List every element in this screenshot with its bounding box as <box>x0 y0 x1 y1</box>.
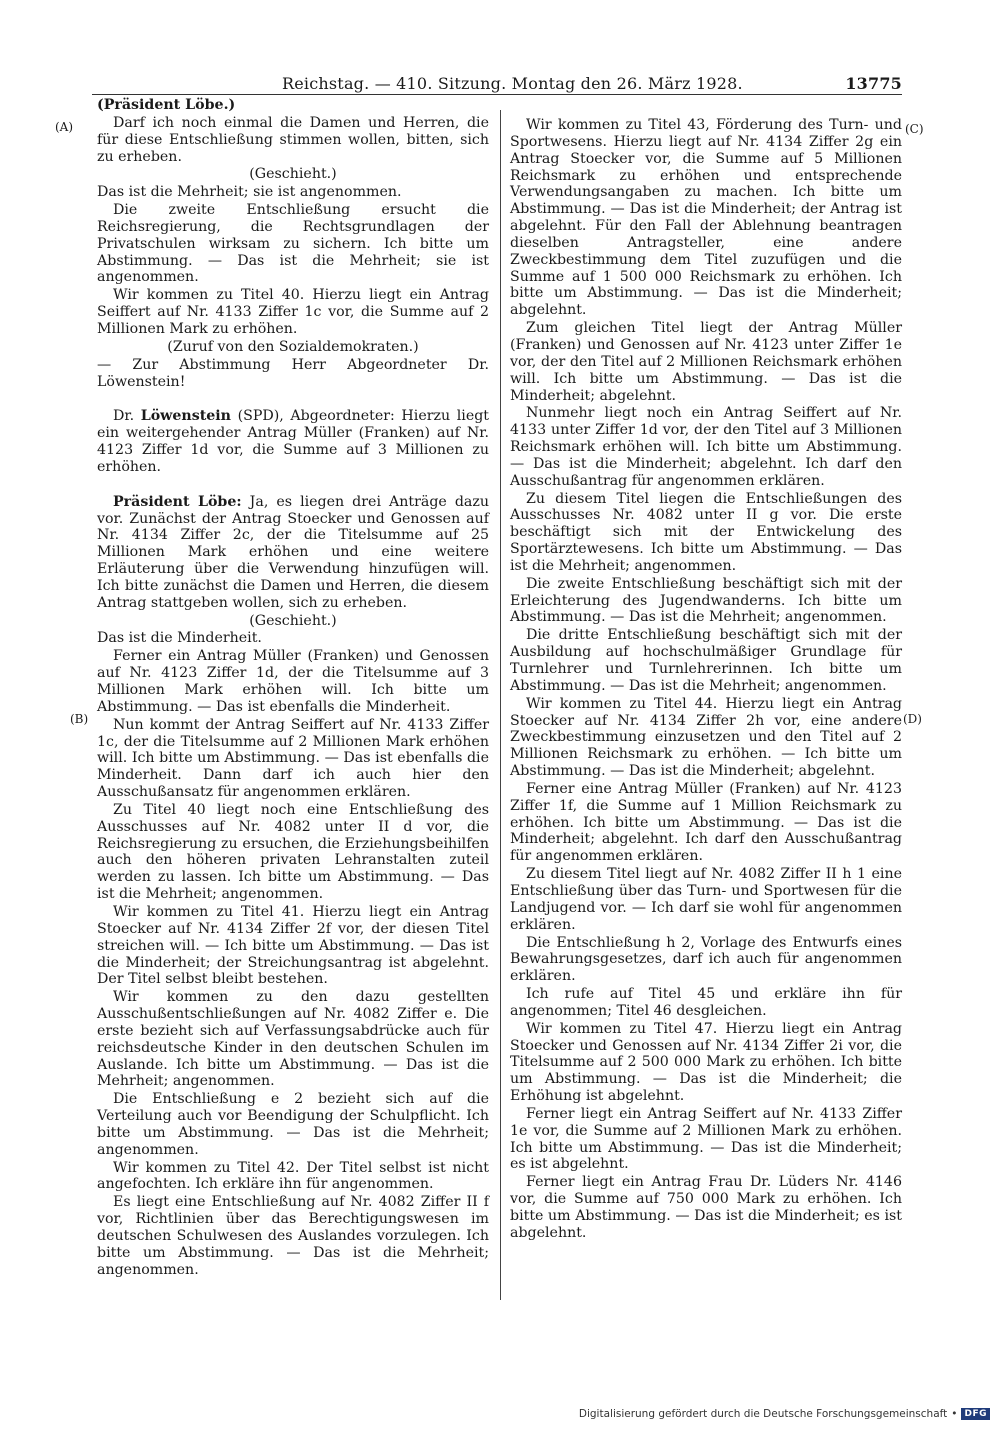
speaker-heading: (Präsident Löbe.) <box>97 97 236 113</box>
paragraph: Ferner liegt ein Antrag Frau Dr. Lüders Nr. 4146 vor, die Summe auf 750 000 Mark zu erhöhen. Ich bitte um Abstimmung. — Das ist die Minderheit; es ist abgelehnt. <box>510 1174 902 1241</box>
margin-mark-c: (C) <box>905 122 924 136</box>
margin-mark-b: (B) <box>70 712 89 726</box>
digitization-footer <box>579 1408 990 1420</box>
paragraph: Ferner liegt ein Antrag Seiffert auf Nr. 4133 Ziffer 1e vor, die Summe auf 2 Millionen Mark zu erhöhen. Ich bitte um Abstimmung. — Das ist die Minderheit; es ist abgelehnt. <box>510 1105 902 1173</box>
right-column <box>510 97 902 1243</box>
left-column <box>97 97 489 1280</box>
paragraph: Zum gleichen Titel liegt der Antrag Müller (Franken) und Genossen auf Nr. 4123 unter Ziffer 1e vor, der den Titel auf 2 Millionen Reichsmark erhöhen will. Ich bitte um Abstimmung. — Das ist die Minderheit; abgelehnt. <box>510 320 902 404</box>
paragraph: Zu diesem Titel liegen die Entschließungen des Ausschusses Nr. 4082 unter II g vor. Die erste beschäftigt sich mit der Entwickelung des Sportärztewesens. Ich bitte um Abstimmung. — Das ist die Mehrheit; angenommen. <box>510 490 902 574</box>
paragraph: Wir kommen zu Titel 42. Der Titel selbst ist nicht angefochten. Ich erkläre ihn für angenommen. <box>97 1159 489 1193</box>
paragraph: Darf ich noch einmal die Damen und Herren, die für diese Entschließung stimmen wollen, bitten, sich zu erheben. <box>97 114 489 165</box>
paragraph: Das ist die Mehrheit; sie ist angenommen. <box>97 184 402 201</box>
speech-loebe <box>97 494 489 612</box>
column-divider <box>500 110 501 1300</box>
paragraph: Wir kommen zu Titel 43, Förderung des Turn- und Sportwesens. Hierzu liegt auf Nr. 4134 Ziffer 2g ein Antrag Stoecker vor, die Summe auf 5 Millionen Reichsmark zu erhöhen und entsprechende Verwendungsangaben zu machen. Ich bitte um Abstimmung. — Das ist die Minderheit; der Antrag ist abgelehnt. Für den Fall der Ablehnung beantragen dieselben Antragsteller, eine andere Zweckbestimmung dem Titel zuzufügen und die Summe auf 1 500 000 Reichsmark zu erhöhen. Ich bitte um Abstimmung. — Das ist die Minderheit; abgelehnt. <box>510 117 902 319</box>
paragraph: Es liegt eine Entschließung auf Nr. 4082 Ziffer II f vor, Richtlinien über das Berechtigungswesen im deutschen Schulwesen des Auslandes vorzulegen. Ich bitte um Abstimmung. — Das ist die Mehrheit; angenommen. <box>97 1194 489 1278</box>
paragraph: Die Entschließung e 2 bezieht sich auf die Verteilung auch vor Beendigung der Schulpflicht. Ich bitte um Abstimmung. — Das ist die Mehrheit; angenommen. <box>97 1091 489 1158</box>
paragraph: Die dritte Entschließung beschäftigt sich mit der Ausbildung auf hochschulmäßiger Grundlage für Turnlehrer und Turnlehrerinnen. Ich bitte um Abstimmung. — Das ist die Mehrheit; angenommen. <box>510 627 902 694</box>
speech-text: Ja, es liegen drei Anträge dazu vor. Zunächst der Antrag Stoecker und Genossen auf Nr. 4134 Ziffer 2c, der die Titelsumme auf 25 Millionen Mark erhöhen und eine weitere Erläuterung über die Verwendung hinzufügen will. Ich bitte zunächst die Damen und Herren, die diesem Antrag stattgeben wollen, sich zu erheben. <box>97 493 490 611</box>
running-title: Reichstag. — 410. Sitzung. Montag den 26. März 1928. <box>282 74 743 93</box>
paragraph: Die Entschließung h 2, Vorlage des Entwurfs eines Bewahrungsgesetzes, darf ich auch für angenommen erklären. <box>510 934 902 985</box>
paragraph: Zu diesem Titel liegt auf Nr. 4082 Ziffer II h 1 eine Entschließung über das Turn- und Sportwesen für die Landjugend vor. — Ich darf sie wohl für angenommen erklären. <box>510 866 902 933</box>
paragraph: Wir kommen zu Titel 40. Hierzu liegt ein Antrag Seiffert auf Nr. 4133 Ziffer 1c vor, die Summe auf 2 Millionen Mark zu erhöhen. <box>97 287 489 337</box>
paragraph: Nunmehr liegt noch ein Antrag Seiffert auf Nr. 4133 unter Ziffer 1d vor, der den Titel auf 3 Millionen Reichsmark erhöhen will. Ich bitte um Abstimmung. — Das ist die Minderheit; abgelehnt. Ich darf den Ausschußantrag für angenommen erklären. <box>510 405 902 489</box>
page-header <box>92 74 902 96</box>
footer-text: Digitalisierung gefördert durch die Deutsche Forschungsgemeinschaft <box>578 1408 948 1420</box>
margin-mark-d: (D) <box>903 712 922 726</box>
paragraph: — Zur Abstimmung Herr Abgeordneter Dr. Löwenstein! <box>97 356 489 390</box>
paragraph: Wir kommen zu den dazu gestellten Ausschußentschließungen auf Nr. 4082 Ziffer e. Die erste bezieht sich auf Verfassungsabdrücke auch für reichsdeutsche Kinder in den deutschen Schulen im Auslande. Ich bitte um Abstimmung. — Das ist die Mehrheit; angenommen. <box>97 989 489 1090</box>
speaker-title: Dr. <box>113 408 135 425</box>
paragraph: Wir kommen zu Titel 47. Hierzu liegt ein Antrag Stoecker und Genossen auf Nr. 4134 Ziffer 2i vor, die Titelsumme auf 2 500 000 Mark zu erhöhen. Ich bitte um Abstimmung. — Das ist die Minderheit; die Erhöhung ist abgelehnt. <box>510 1020 902 1105</box>
paragraph: Das ist die Minderheit. <box>97 630 262 647</box>
paragraph: Nun kommt der Antrag Seiffert auf Nr. 4133 Ziffer 1c, der die Titelsumme auf 2 Millionen Mark erhöhen will. Ich bitte um Abstimmung. — Das ist ebenfalls die Minderheit. Dann darf ich auch hier den Ausschußansatz für angenommen erklären. <box>97 716 489 801</box>
footer-dot: • <box>951 1408 958 1420</box>
stage-direction: (Zuruf von den Sozialdemokraten.) <box>167 338 419 355</box>
header-rule <box>92 94 902 95</box>
speaker-name: Präsident Löbe: <box>113 493 242 510</box>
page-number: 13775 <box>845 74 902 93</box>
paragraph: Ferner ein Antrag Müller (Franken) und Genossen auf Nr. 4123 Ziffer 1d, der die Titelsumme auf 3 Millionen Mark erhöhen will. Ich bitte um Abstimmung. — Das ist ebenfalls die Minderheit. <box>97 648 489 715</box>
dfg-logo: DFG <box>961 1408 990 1420</box>
stage-direction: (Geschieht.) <box>249 612 337 629</box>
paragraph: Die zweite Entschließung beschäftigt sich mit der Erleichterung des Jugendwanderns. Ich bitte um Abstimmung. — Das ist die Mehrheit; angenommen. <box>510 575 902 626</box>
stage-direction: (Geschieht.) <box>249 166 337 183</box>
paragraph: Ferner eine Antrag Müller (Franken) auf Nr. 4123 Ziffer 1f, die Summe auf 1 Million Reichsmark zu erhöhen. Ich bitte um Abstimmung. — Das ist die Minderheit; abgelehnt. Ich darf den Ausschußantrag für angenommen erklären. <box>510 780 902 865</box>
paragraph: Wir kommen zu Titel 44. Hierzu liegt ein Antrag Stoecker auf Nr. 4134 Ziffer 2h vor, eine andere Zweckbestimmung einzusetzen und den Titel auf 2 Millionen Reichsmark zu erhöhen. — Ich bitte um Abstimmung. — Das ist die Minderheit; abgelehnt. <box>510 695 902 780</box>
paragraph: Die zweite Entschließung ersucht die Reichsregierung, die Rechtsgrundlagen der Privatschulen wirksam zu sichern. Ich bitte um Abstimmung. — Das ist die Mehrheit; sie ist angenommen. <box>97 202 489 286</box>
paragraph: Zu Titel 40 liegt noch eine Entschließung des Ausschusses auf Nr. 4082 unter II d vor, die Reichsregierung zu ersuchen, die Erziehungsbeihilfen auch den höheren privaten Lehranstalten zuteil werden zu lassen. Ich bitte um Abstimmung. — Das ist die Mehrheit; angenommen. <box>97 801 489 903</box>
paragraph: Wir kommen zu Titel 41. Hierzu liegt ein Antrag Stoecker auf Nr. 4134 Ziffer 2f vor, der diesen Titel streichen will. — Ich bitte um Abstimmung. — Das ist die Minderheit; der Streichungsantrag ist abgelehnt. Der Titel selbst bleibt bestehen. <box>97 903 489 988</box>
paragraph: Ich rufe auf Titel 45 und erkläre ihn für angenommen; Titel 46 desgleichen. <box>510 986 902 1019</box>
speech-text: (SPD), Abgeordneter: Hierzu liegt ein weitergehender Antrag Müller (Franken) auf Nr. 4123 Ziffer 1d vor, die Summe auf 3 Millionen zu erhöhen. <box>97 408 489 475</box>
speech-loewenstein <box>97 408 489 475</box>
speaker-name: Löwenstein <box>140 408 231 425</box>
margin-mark-a: (A) <box>55 120 74 134</box>
